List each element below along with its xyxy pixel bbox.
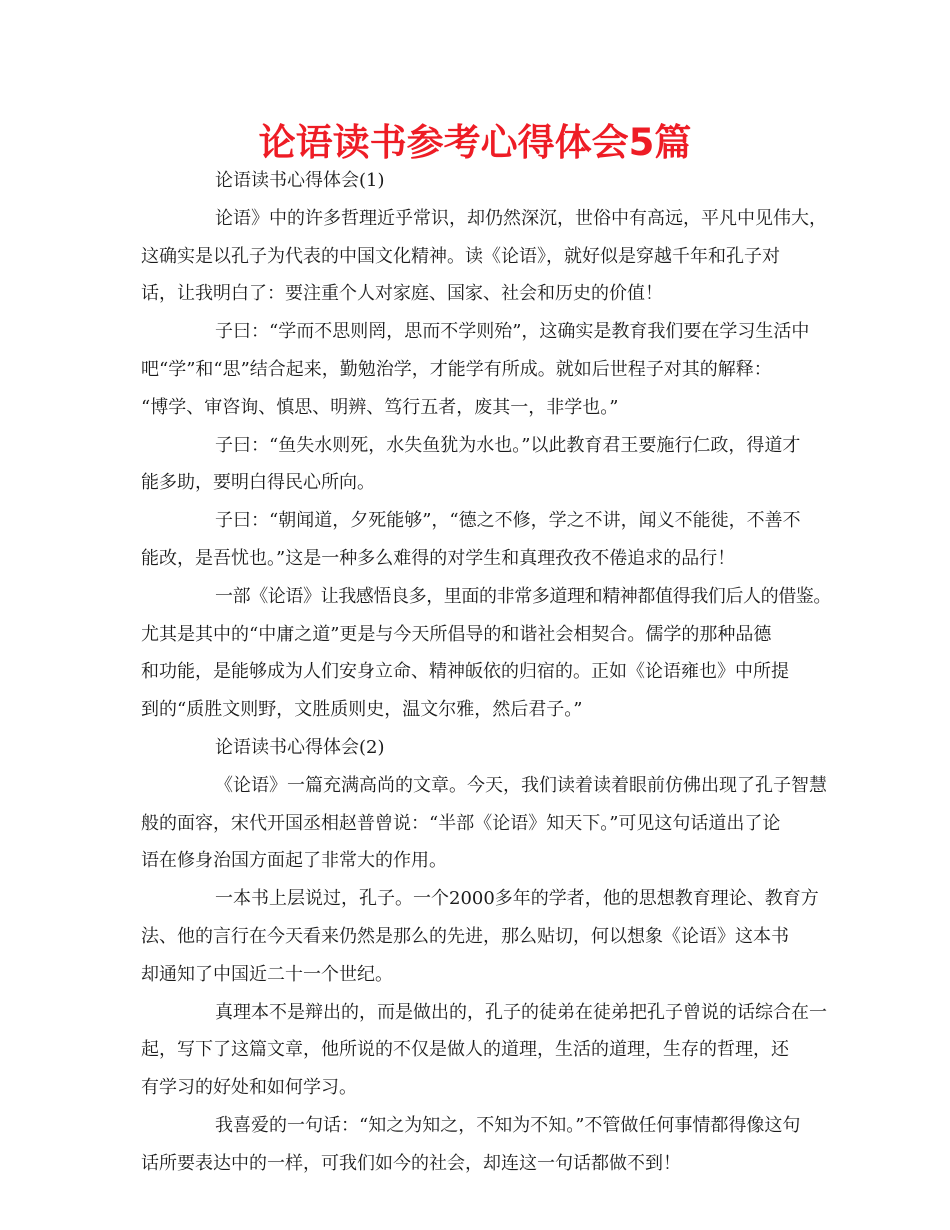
- paragraph-line: 般的面容，宋代开国丞相赵普曾说：“半部《论语》知天下。”可见这句话道出了论: [141, 812, 781, 834]
- paragraph: [141, 162, 831, 200]
- paragraph: [141, 880, 831, 993]
- paragraph-line: 吧“学”和“思”结合起来，勤勉治学，才能学有所成。就如后世程子对其的解释：: [141, 358, 772, 380]
- line-text: 子曰：“鱼失水则死，水失鱼犹为水也。”以此教育君王要施行仁政，得道才: [215, 434, 801, 456]
- paragraph: [141, 767, 831, 880]
- paragraph-line: 到的“质胜文则野，文胜质则史，温文尔雅，然后君子。”: [141, 699, 583, 721]
- paragraph-line: [141, 1107, 831, 1145]
- paragraph-line: 话，让我明白了：要注重个人对家庭、国家、社会和历史的价值！: [141, 283, 663, 305]
- line-text: 一本书上层说过，孔子。一个2000多年的学者，他的思想教育理论、教育方: [215, 888, 819, 910]
- paragraph-line: [141, 502, 831, 540]
- paragraph-line: [141, 578, 831, 616]
- paragraph-line: 语在修身治国方面起了非常大的作用。: [141, 850, 447, 872]
- paragraph-line: “博学、审咨询、慎思、明辨、笃行五者，废其一，非学也。”: [141, 396, 619, 418]
- paragraph: [141, 1107, 831, 1183]
- paragraph-line: 这确实是以孔子为代表的中国文化精神。读《论语》，就好似是穿越千年和孔子对: [141, 245, 780, 267]
- paragraph-line: [141, 313, 831, 351]
- line-text: 真理本不是辩出的，而是做出的，孔子的徒弟在徒弟把孔子曾说的话综合在一: [215, 1001, 827, 1023]
- paragraph: [141, 729, 831, 767]
- paragraph-line: 有学习的好处和如何学习。: [141, 1077, 357, 1099]
- paragraph-line: 却通知了中国近二十一个世纪。: [141, 963, 393, 985]
- paragraph-line: 和功能，是能够成为人们安身立命、精神皈依的归宿的。正如《论语雍也》中所提: [141, 661, 789, 683]
- line-text: 论语读书心得体会(1): [215, 170, 385, 191]
- paragraph-line: [141, 427, 831, 465]
- line-text: 子曰：“朝闻道，夕死能够”，“德之不修，学之不讲，闻义不能徙，不善不: [215, 510, 801, 532]
- paragraph: [141, 578, 831, 729]
- paragraph: [141, 994, 831, 1107]
- paragraph-line: 能多助，要明白得民心所向。: [141, 472, 375, 494]
- document-title: 论语读书参考心得体会5篇: [258, 121, 692, 164]
- paragraph-line: [141, 767, 831, 805]
- document-body: [141, 162, 831, 1183]
- line-text: 我喜爱的一句话：“知之为知之，不知为不知。”不管做任何事情都得像这句: [215, 1114, 801, 1136]
- paragraph-line: 能改，是吾忧也。”这是一种多么难得的对学生和真理孜孜不倦追求的品行！: [141, 547, 736, 569]
- line-text: 论语读书心得体会(2): [215, 736, 385, 758]
- paragraph: [141, 200, 831, 313]
- paragraph-line: [141, 200, 831, 238]
- line-text: 《论语》一篇充满高尚的文章。今天，我们读着读着眼前仿佛出现了孔子智慧: [215, 774, 827, 796]
- paragraph-line: 话所要表达中的一样，可我们如今的社会，却连这一句话都做不到！: [141, 1152, 681, 1174]
- paragraph: [141, 313, 831, 426]
- paragraph-line: 法、他的言行在今天看来仍然是那么的先进，那么贴切，何以想象《论语》这本书: [141, 925, 789, 947]
- paragraph: [141, 427, 831, 503]
- paragraph-line: [141, 162, 831, 200]
- line-text: 子曰：“学而不思则罔，思而不学则殆”，这确实是教育我们要在学习生活中: [215, 321, 810, 343]
- paragraph-line: 尤其是其中的“中庸之道”更是与今天所倡导的和谐社会相契合。儒学的那种品德: [141, 623, 772, 645]
- paragraph-line: [141, 729, 831, 767]
- paragraph-line: [141, 994, 831, 1032]
- line-text: 一部《论语》让我感悟良多，里面的非常多道理和精神都值得我们后人的借鉴。: [215, 585, 831, 607]
- paragraph-line: [141, 880, 831, 918]
- paragraph: [141, 502, 831, 578]
- paragraph-line: 起，写下了这篇文章，他所说的不仅是做人的道理，生活的道理，生存的哲理，还: [141, 1039, 789, 1061]
- line-text: 论语》中的许多哲理近乎常识，却仍然深沉，世俗中有高远，平凡中见伟大，: [215, 207, 827, 229]
